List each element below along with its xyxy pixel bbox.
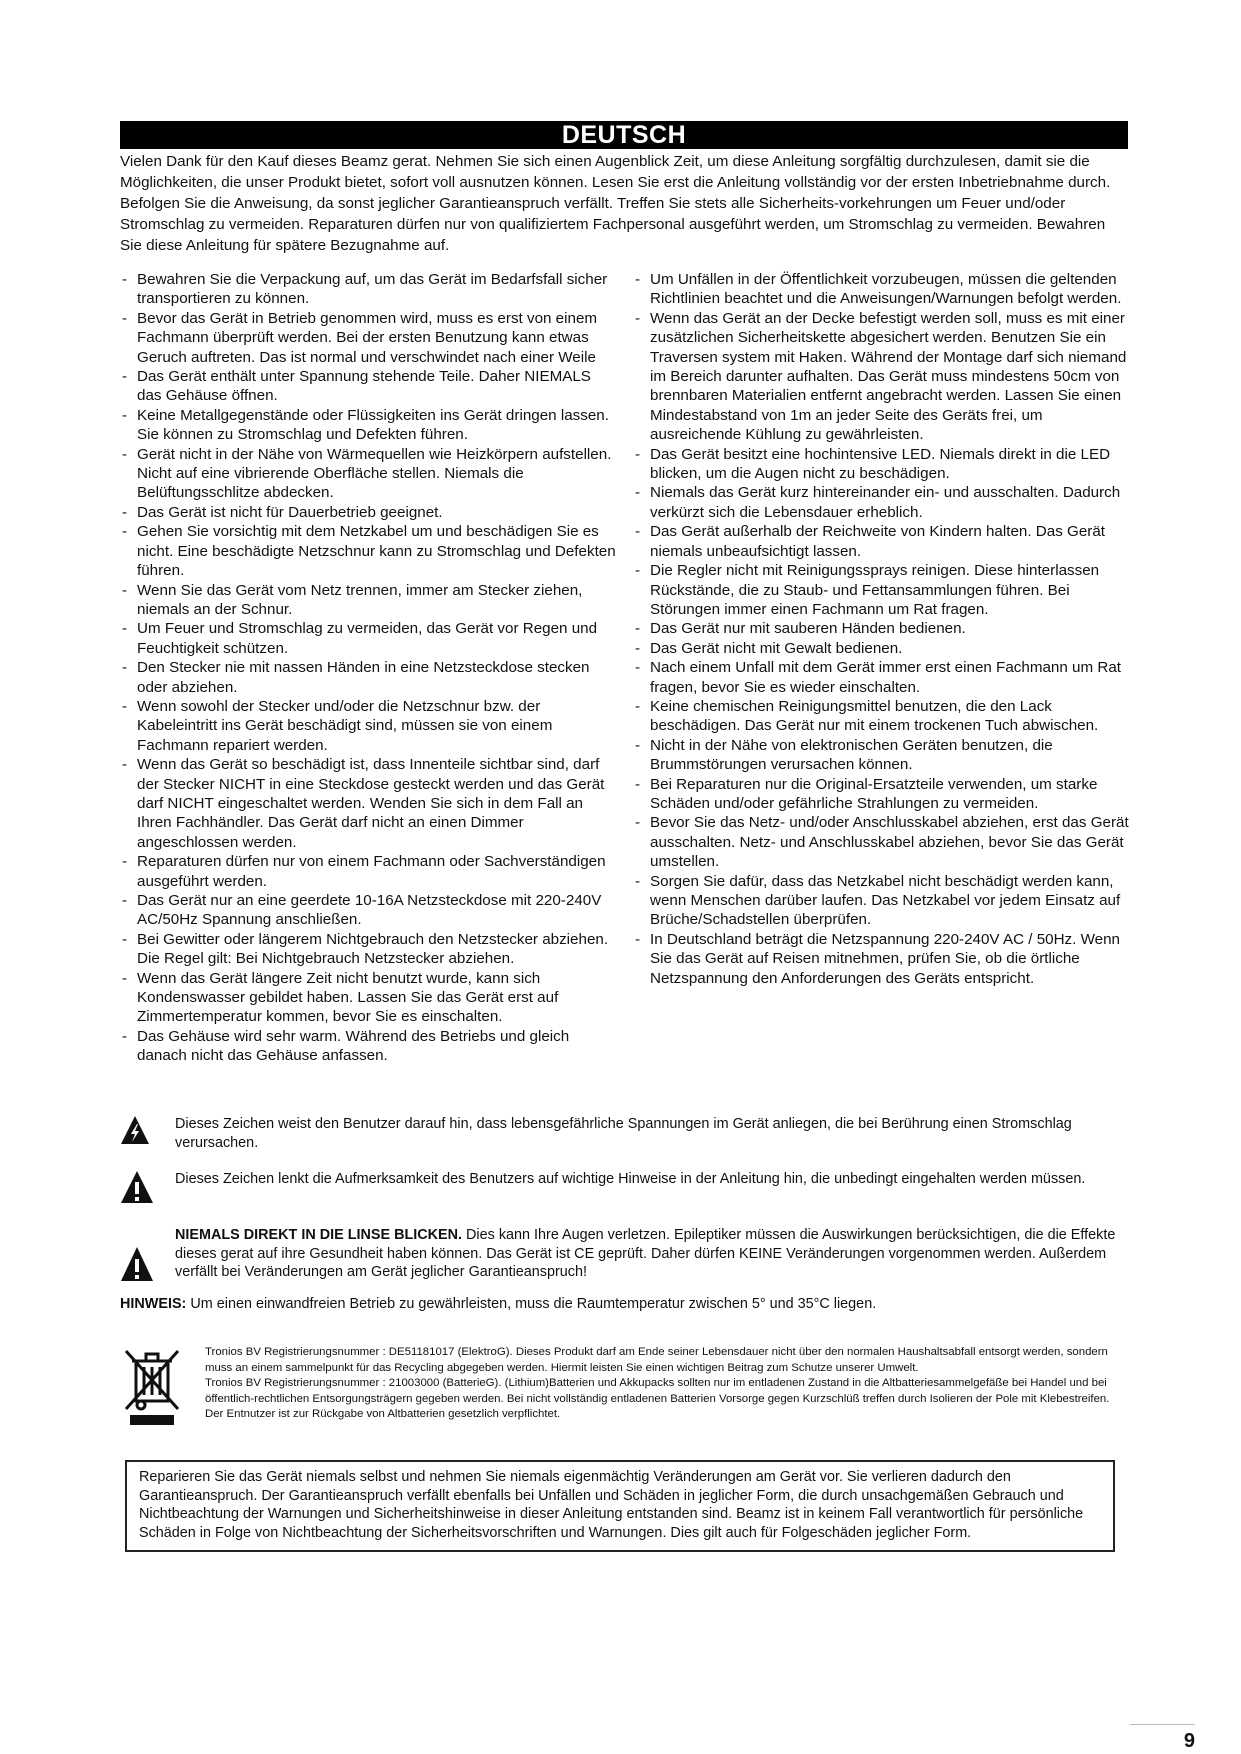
list-item: - Nicht in der Nähe von elektronischen Geräten benutzen, die Brummstörungen verursachen können.: [633, 736, 1133, 775]
lens-warning-body: Dies kann Ihre Augen verletzen. Epileptiker müssen die Auswirkungen berücksichtigen, die die Effekte dieses gerat auf ihre Gesundheit haben können. Das Gerät ist CE geprüft. Daher dürfen KEINE Veränderungen vorgenommen werden. Außerdem verfällt bei Veränderungen am Gerät jeglicher Garantieanspruch!: [175, 1227, 1116, 1280]
list-item: - Reparaturen dürfen nur von einem Fachmann oder Sachverständigen ausgeführt werden.: [120, 852, 618, 891]
list-item: - Keine Metallgegenstände oder Flüssigkeiten ins Gerät dringen lassen. Sie können zu Stromschlag und Defekten führen.: [120, 406, 618, 445]
list-item: - Gehen Sie vorsichtig mit dem Netzkabel um und beschädigen Sie es nicht. Eine beschädigte Netzschnur kann zu Stromschlag und Defekten führen.: [120, 522, 618, 580]
list-item: - In Deutschland beträgt die Netzspannung 220-240V AC / 50Hz. Wenn Sie das Gerät auf Reisen mitnehmen, prüfen Sie, ob die örtliche Netzspannung den Anforderungen des Geräts entspricht.: [633, 930, 1133, 988]
safety-list-left: [120, 270, 618, 1066]
language-header: DEUTSCH: [120, 121, 1128, 149]
warranty-text: Reparieren Sie das Gerät niemals selbst und nehmen Sie niemals eigenmächtig Veränderungen am Gerät vor. Sie verlieren dadurch den Garantieanspruch. Der Garantieanspruch verfällt ebenfalls bei Unfällen und Schäden in jeglicher Form, die durch unsachgemäßen Gebrauch und Nichtbeachtung der Warnungen und Sicherheitshinweise in dieser Anleitung entstanden sind. Beamz ist in keinem Fall verantwortlich für persönliche Schäden in Folge von Nichtbeachtung der Sicherheitsvorschriften und Warnungen. Dies gilt auch für Folgeschäden jeglicher Form.: [139, 1469, 1084, 1541]
list-item: - Sorgen Sie dafür, dass das Netzkabel nicht beschädigt werden kann, wenn Menschen darüber laufen. Das Netzkabel vor jedem Einsatz auf Brüche/Schadstellen überprüfen.: [633, 872, 1133, 930]
recycling-line-1: Tronios BV Registrierungsnummer : DE51181017 (ElektroG). Dieses Produkt darf am Ende seiner Lebensdauer nicht über den normalen Haushaltsabfall entsorgt werden, sondern muss an einem sammelpunkt für das Recycling abgegeben werden. Hiermit leisten Sie einen wichtigen Beitrag zum Schutze unserer Umwelt.: [205, 1346, 1108, 1374]
list-item: - Das Gerät nicht mit Gewalt bedienen.: [633, 639, 1133, 658]
page-number-rule: [1130, 1724, 1195, 1725]
list-item: - Das Gerät enthält unter Spannung stehende Teile. Daher NIEMALS das Gehäuse öffnen.: [120, 367, 618, 406]
safety-list-right: [633, 270, 1133, 988]
list-item: - Bevor Sie das Netz- und/oder Anschlusskabel abziehen, erst das Gerät ausschalten. Netz- und Anschlusskabel abziehen, bevor Sie das Gerät umstellen.: [633, 813, 1133, 871]
electric-warning-text: Dieses Zeichen weist den Benutzer darauf hin, dass lebensgefährliche Spannungen im Gerät anliegen, die bei Berührung einen Stromschlag verursachen.: [175, 1116, 1072, 1151]
list-item: - Das Gehäuse wird sehr warm. Während des Betriebs und gleich danach nicht das Gehäuse anfassen.: [120, 1027, 618, 1066]
electric-warning-icon: [120, 1115, 150, 1145]
intro-paragraph: Vielen Dank für den Kauf dieses Beamz gerat. Nehmen Sie sich einen Augenblick Zeit, um diese Anleitung sorgfältig durchzulesen, damit sie die Möglichkeiten, die unser Produkt bietet, sofort voll ausnutzen können. Lesen Sie erst die Anleitung vollständig vor der ersten Inbetriebnahme durch. Befolgen Sie die Anweisung, da sonst jeglicher Garantieanspruch verfällt. Treffen Sie stets alle Sicherheits-vorkehrungen um Feuer und/oder Stromschlag zu vermeiden. Reparaturen dürfen nur von qualifiziertem Fachpersonal ausgeführt werden, um Stromschlag zu vermeiden. Bewahren Sie diese Anleitung für spätere Bezugnahme auf.: [120, 153, 1111, 254]
list-item: - Niemals das Gerät kurz hintereinander ein- und ausschalten. Dadurch verkürzt sich die Lebensdauer erheblich.: [633, 483, 1133, 522]
weee-bin-icon: [122, 1347, 182, 1427]
list-item: - Das Gerät nur an eine geerdete 10-16A Netzsteckdose mit 220-240V AC/50Hz Spannung anschließen.: [120, 891, 618, 930]
list-item: - Wenn Sie das Gerät vom Netz trennen, immer am Stecker ziehen, niemals an der Schnur.: [120, 581, 618, 620]
attention-warning-icon: [120, 1170, 154, 1204]
list-item: - Gerät nicht in der Nähe von Wärmequellen wie Heizkörpern aufstellen. Nicht auf eine vibrierende Oberfläche stellen. Niemals die Belüftungsschlitze abdecken.: [120, 445, 618, 503]
list-item: - Die Regler nicht mit Reinigungssprays reinigen. Diese hinterlassen Rückstände, die zu Staub- und Fettansammlungen führen. Bei Störungen immer einen Fachmann um Rat fragen.: [633, 561, 1133, 619]
list-item: - Nach einem Unfall mit dem Gerät immer erst einen Fachmann um Rat fragen, bevor Sie es wieder einschalten.: [633, 658, 1133, 697]
lens-warning-bold: NIEMALS DIREKT IN DIE LINSE BLICKEN.: [175, 1227, 463, 1243]
hinweis-label: HINWEIS:: [120, 1296, 187, 1312]
list-item: - Bei Reparaturen nur die Original-Ersatzteile verwenden, um starke Schäden und/oder gefährliche Strahlungen zu vermeiden.: [633, 775, 1133, 814]
attention-warning: [120, 1170, 1130, 1189]
list-item: - Den Stecker nie mit nassen Händen in eine Netzsteckdose stecken oder abziehen.: [120, 658, 618, 697]
list-item: - Das Gerät besitzt eine hochintensive LED. Niemals direkt in die LED blicken, um die Augen nicht zu beschädigen.: [633, 445, 1133, 484]
electric-warning: [120, 1115, 1130, 1152]
list-item: - Keine chemischen Reinigungsmittel benutzen, die den Lack beschädigen. Das Gerät nur mit einem trockenen Tuch abwischen.: [633, 697, 1133, 736]
attention-warning-text: Dieses Zeichen lenkt die Aufmerksamkeit des Benutzers auf wichtige Hinweise in der Anleitung hin, die unbedingt eingehalten werden müssen.: [175, 1171, 1086, 1187]
hinweis-text: Um einen einwandfreien Betrieb zu gewährleisten, muss die Raumtemperatur zwischen 5° und 35°C liegen.: [190, 1296, 877, 1312]
warranty-box: [125, 1460, 1115, 1552]
hinweis-note: [120, 1295, 920, 1314]
list-item: - Bewahren Sie die Verpackung auf, um das Gerät im Bedarfsfall sicher transportieren zu können.: [120, 270, 618, 309]
lens-warning: [120, 1226, 1130, 1282]
list-item: - Wenn das Gerät längere Zeit nicht benutzt wurde, kann sich Kondenswasser gebildet haben. Lassen Sie das Gerät erst auf Zimmertemperatur kommen, bevor Sie es einschalten.: [120, 969, 618, 1027]
list-item: - Wenn das Gerät so beschädigt ist, dass Innenteile sichtbar sind, darf der Stecker NICHT in eine Steckdose gesteckt werden und das Gerät darf NICHT eingeschaltet werden. Wenden Sie sich in dem Fall an Ihren Fachhändler. Das Gerät darf nicht an einen Dimmer angeschlossen werden.: [120, 755, 618, 852]
list-item: - Das Gerät außerhalb der Reichweite von Kindern halten. Das Gerät niemals unbeaufsichtigt lassen.: [633, 522, 1133, 561]
list-item: - Das Gerät ist nicht für Dauerbetrieb geeignet.: [120, 503, 618, 522]
list-item: - Wenn das Gerät an der Decke befestigt werden soll, muss es mit einer zusätzlichen Sicherheitskette abgesichert werden. Benutzen Sie ein Traversen system mit Haken. Während der Montage darf sich niemand im Bereich darunter aufhalten. Das Gerät muss mindestens 50cm von brennbaren Materialien entfernt angebracht werden. Lassen Sie einen Mindestabstand von 1m an jeder Seite des Geräts frei, um ausreichende Kühlung zu gewährleisten.: [633, 309, 1133, 445]
list-item: - Wenn sowohl der Stecker und/oder die Netzschnur bzw. der Kabeleintritt ins Gerät beschädigt sind, müssen sie von einem Fachmann repariert werden.: [120, 697, 618, 755]
list-item: - Das Gerät nur mit sauberen Händen bedienen.: [633, 619, 1133, 638]
list-item: - Bei Gewitter oder längerem Nichtgebrauch den Netzstecker abziehen. Die Regel gilt: Bei Nichtgebrauch Netzstecker abziehen.: [120, 930, 618, 969]
lens-warning-text: [175, 1226, 1130, 1282]
list-item: - Bevor das Gerät in Betrieb genommen wird, muss es erst von einem Fachmann überprüft werden. Bei der ersten Benutzung kann etwas Geruch auftreten. Das ist normal und verschwindet nach einer Weile: [120, 309, 618, 367]
recycling-notice: [120, 1345, 1120, 1423]
list-item: - Um Unfällen in der Öffentlichkeit vorzubeugen, müssen die geltenden Richtlinien beachtet und die Anweisungen/Warnungen befolgt werden.: [633, 270, 1133, 309]
lens-warning-icon: [120, 1246, 154, 1282]
list-item: - Um Feuer und Stromschlag zu vermeiden, das Gerät vor Regen und Feuchtigkeit schützen.: [120, 619, 618, 658]
page-number: 9: [1183, 1730, 1195, 1752]
recycling-line-2: Tronios BV Registrierungsnummer : 21003000 (BatterieG). (Lithium)Batterien und Akkupacks sollten nur im entladenen Zustand in die Altbatteriesammelgefäße bei Handel und bei öffentlich-rechtlichen Entsorgungsträgern gegeben werden. Bei nicht vollständig entladenen Batterien Vorsorge gegen Kurzschlüß treffen durch Isolieren der Pole mit Klebestreifen. Der Entnutzer ist zur Rückgabe von Altbatterien gesetzlich verpflichtet.: [205, 1377, 1110, 1420]
